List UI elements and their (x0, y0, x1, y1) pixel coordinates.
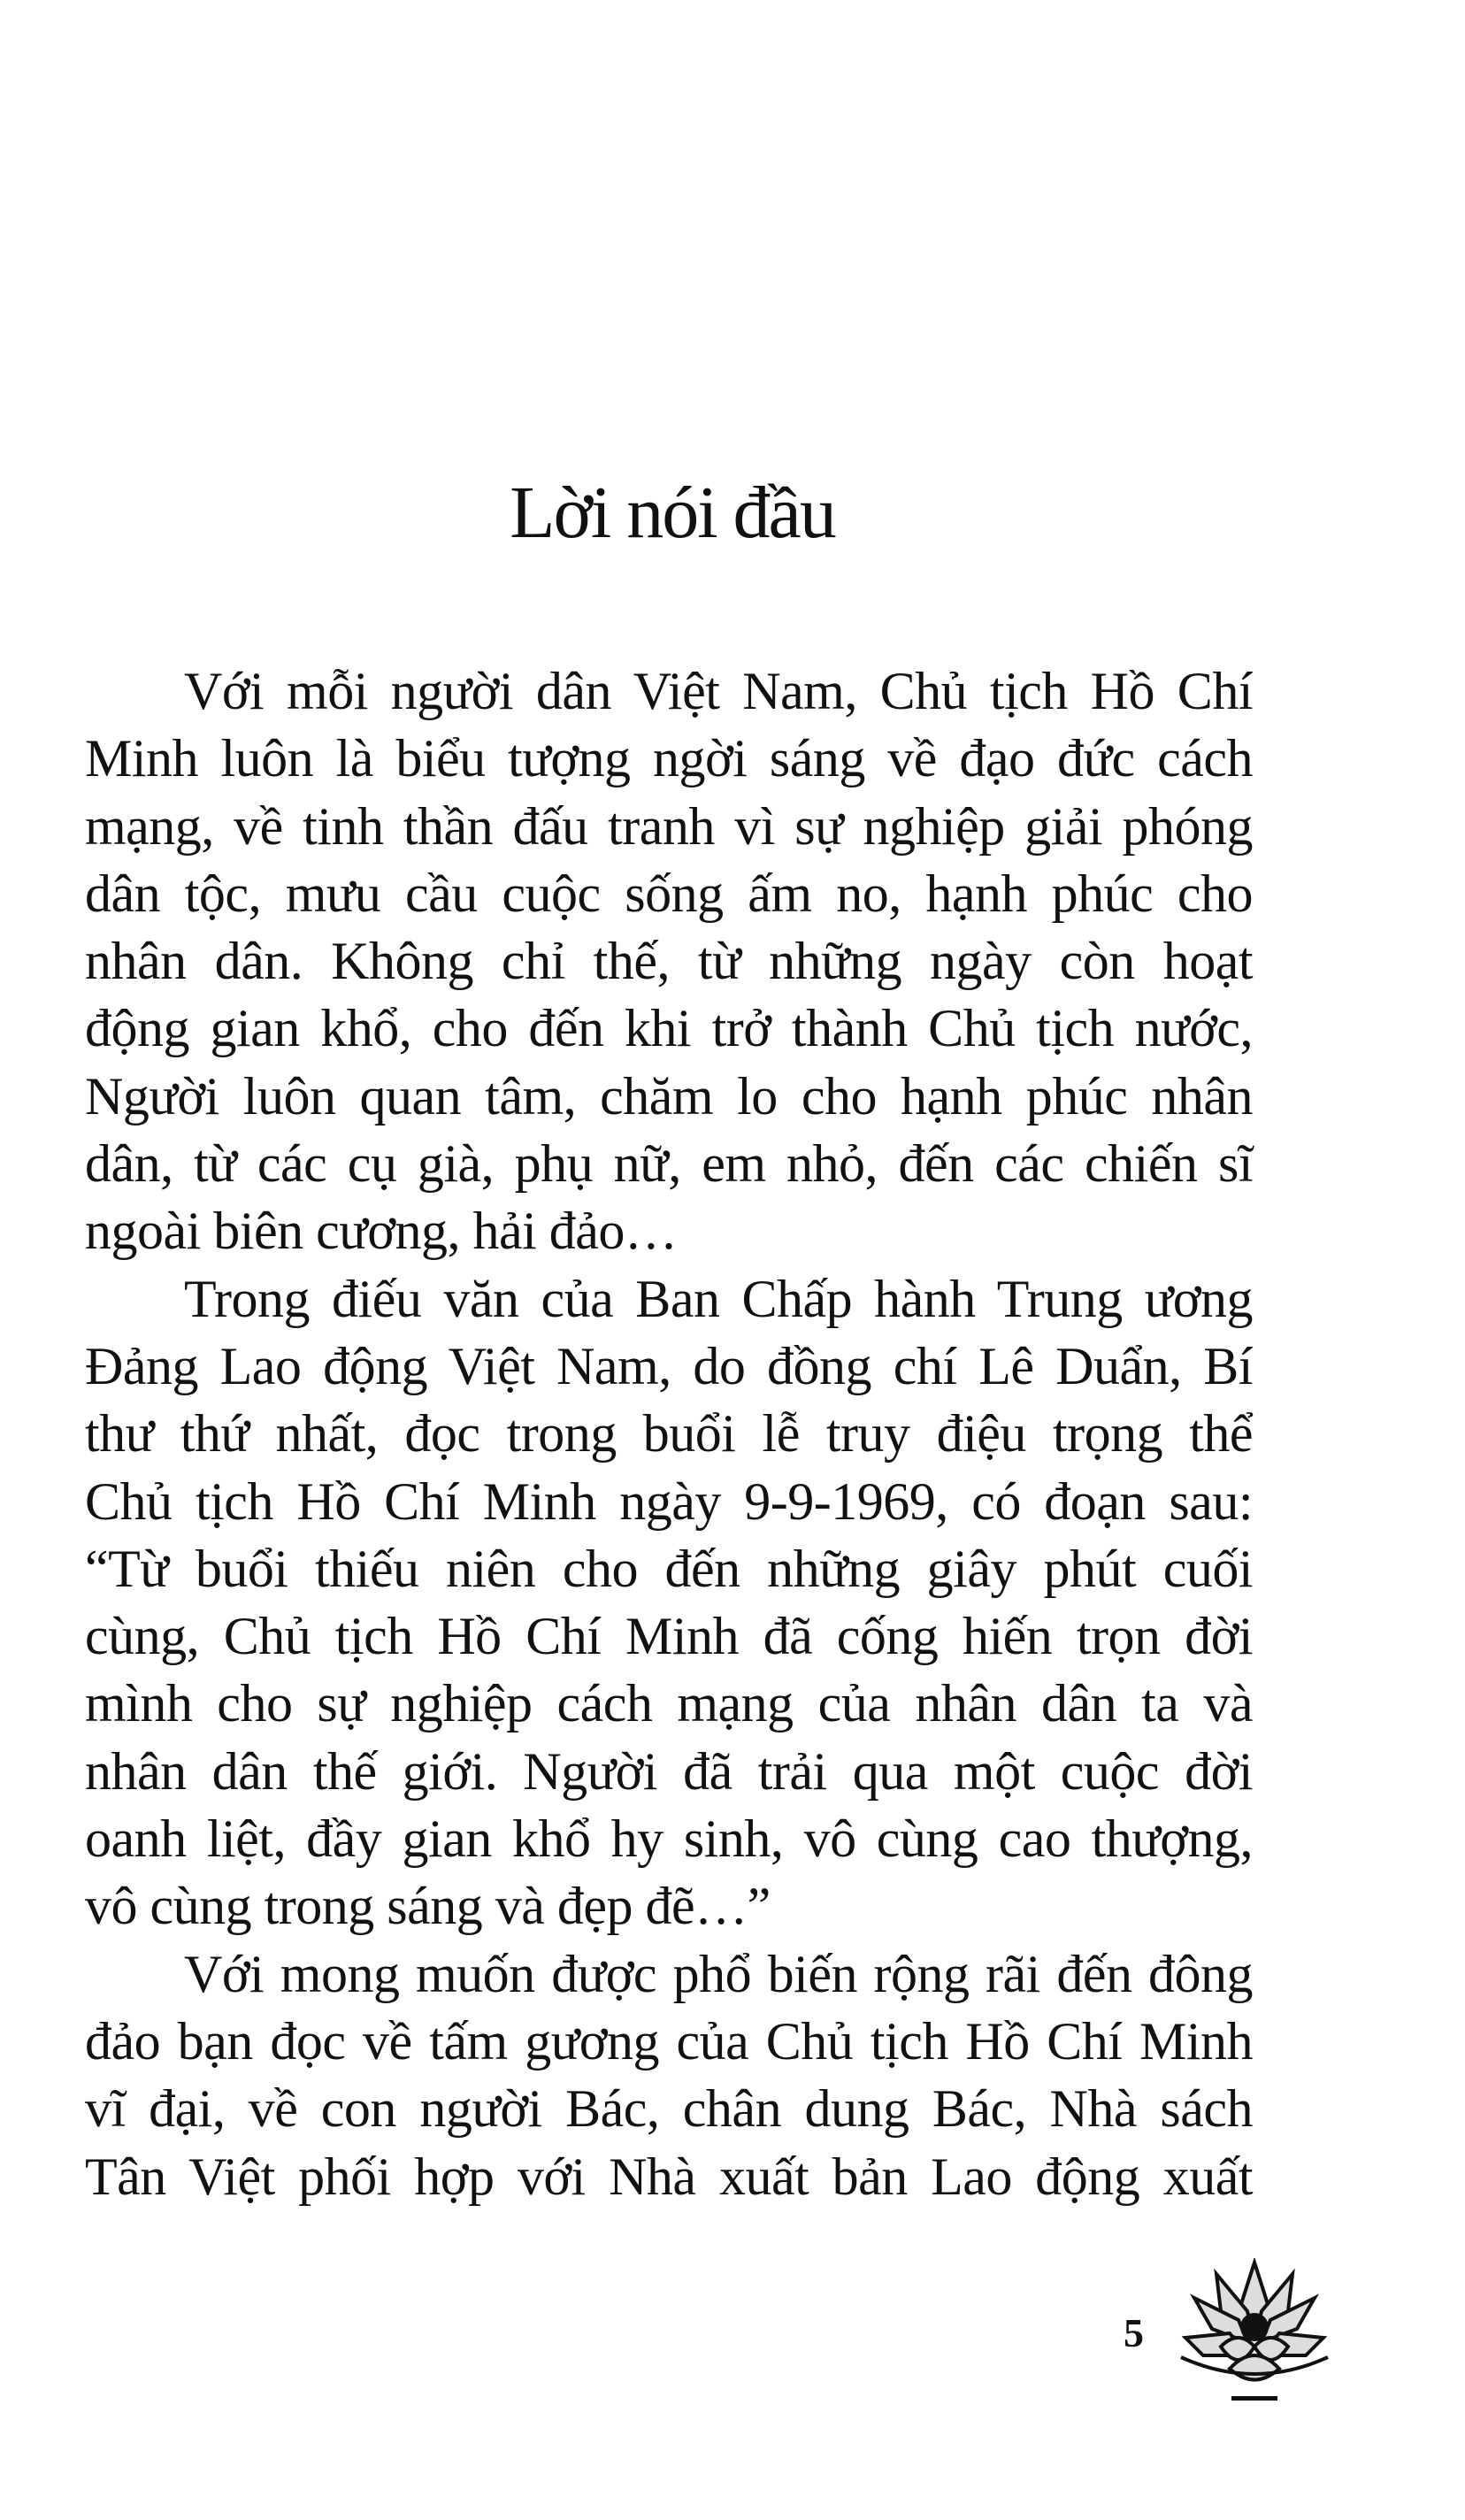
text-line: Người luôn quan tâm, chăm lo cho hạnh phúc nhân (85, 1066, 1253, 1126)
text-line: Với mỗi người dân Việt Nam, Chủ tịch Hồ Chí (184, 662, 1253, 720)
text-line: dân, từ các cụ già, phụ nữ, em nhỏ, đến các chiến sĩ (85, 1134, 1253, 1194)
text-line: Chủ tịch Hồ Chí Minh ngày 9-9-1969, có đoạn sau: (85, 1471, 1253, 1531)
page-title: Lời nói đầu (510, 472, 835, 554)
text-line: ngoài biên cương, hải đảo… (85, 1202, 678, 1261)
text-line: Tân Việt phối hợp với Nhà xuất bản Lao động xuất (85, 2147, 1253, 2206)
text-line: động gian khổ, cho đến khi trở thành Chủ tịch nước, (85, 999, 1253, 1058)
text-line: Đảng Lao động Việt Nam, do đồng chí Lê Duẩn, Bí (85, 1336, 1253, 1395)
text-line: thư thứ nhất, đọc trong buổi lễ truy điệu trọng thể (85, 1404, 1253, 1464)
text-line: đảo bạn đọc về tấm gương của Chủ tịch Hồ Chí Minh (85, 2011, 1253, 2071)
text-line: Trong điếu văn của Ban Chấp hành Trung ương (184, 1269, 1253, 1328)
text-line: “Từ buổi thiếu niên cho đến những giây phút cuối (85, 1539, 1253, 1598)
text-line: mạng, về tinh thần đấu tranh vì sự nghiệp giải phóng (85, 796, 1253, 856)
text-line: vô cùng trong sáng và đẹp đẽ…” (85, 1877, 771, 1936)
text-line: mình cho sự nghiệp cách mạng của nhân dân ta và (85, 1674, 1253, 1733)
text-line: vĩ đại, về con người Bác, chân dung Bác, Nhà sách (85, 2079, 1253, 2139)
text-line: oanh liệt, đầy gian khổ hy sinh, vô cùng cao thượng, (85, 1809, 1253, 1869)
lotus-icon (1177, 2258, 1332, 2404)
text-line: nhân dân. Không chỉ thế, từ những ngày còn hoạt (85, 932, 1253, 991)
page-number: 5 (1124, 2310, 1144, 2355)
text-line: cùng, Chủ tịch Hồ Chí Minh đã cống hiến trọn đời (85, 1607, 1253, 1666)
text-line: Với mong muốn được phổ biến rộng rãi đến đông (184, 1944, 1253, 2003)
text-line: dân tộc, mưu cầu cuộc sống ấm no, hạnh phúc cho (85, 864, 1253, 923)
body-text (85, 657, 1253, 2210)
text-line: Minh luôn là biểu tượng ngời sáng về đạo đức cách (85, 729, 1253, 788)
text-line: nhân dân thế giới. Người đã trải qua một cuộc đời (85, 1741, 1253, 1801)
